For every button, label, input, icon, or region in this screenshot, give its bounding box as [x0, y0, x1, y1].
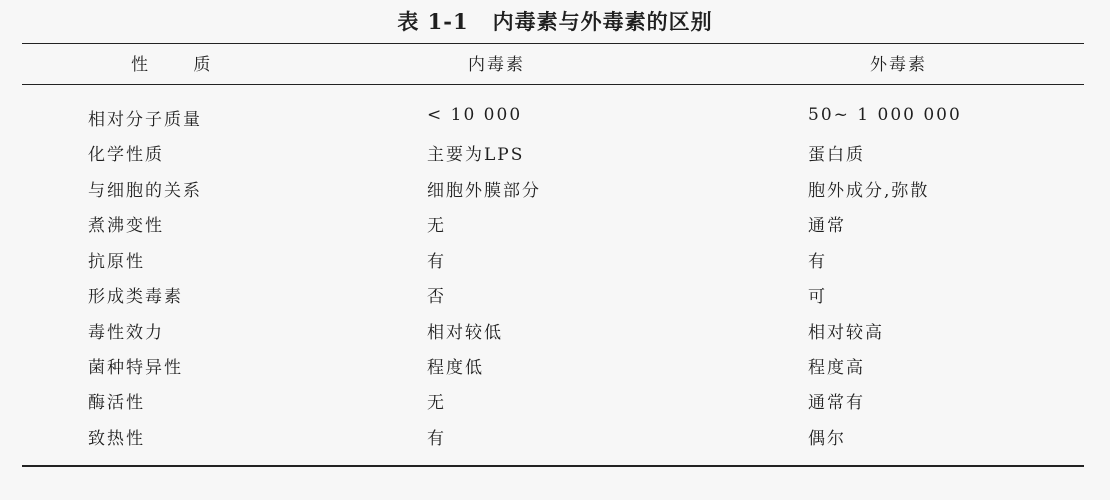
table-row — [0, 282, 1110, 316]
header-endotoxin: 内毒素 — [468, 55, 525, 75]
table-row — [0, 105, 1110, 139]
table-number: 表 1-1 — [397, 9, 469, 34]
table-row — [0, 176, 1110, 210]
table-row — [0, 211, 1110, 245]
property-cell: 相对分子质量 — [88, 110, 202, 130]
property-cell: 致热性 — [88, 429, 145, 449]
exotoxin-cell: 胞外成分,弥散 — [808, 181, 930, 201]
exotoxin-cell: 通常 — [808, 216, 846, 236]
table-row — [0, 424, 1110, 458]
property-cell: 毒性效力 — [88, 323, 164, 343]
endotoxin-cell: 否 — [427, 287, 446, 307]
header-exotoxin: 外毒素 — [870, 55, 927, 75]
endotoxin-cell: 程度低 — [427, 358, 484, 378]
table-row — [0, 388, 1110, 422]
exotoxin-cell: 相对较高 — [808, 323, 884, 343]
endotoxin-cell: 细胞外膜部分 — [427, 181, 541, 201]
property-cell: 化学性质 — [88, 145, 164, 165]
table-caption: 内毒素与外毒素的区别 — [492, 9, 713, 34]
header-rule — [22, 84, 1084, 85]
endotoxin-cell: 有 — [427, 252, 446, 272]
exotoxin-cell: 有 — [808, 252, 827, 272]
exotoxin-cell: 偶尔 — [808, 429, 846, 449]
exotoxin-cell: 50~ 1 000 000 — [808, 105, 962, 125]
exotoxin-cell: 程度高 — [808, 358, 865, 378]
exotoxin-cell: 可 — [808, 287, 827, 307]
endotoxin-cell: 相对较低 — [427, 323, 503, 343]
table-row — [0, 318, 1110, 352]
exotoxin-cell: 通常有 — [808, 393, 865, 413]
table-row — [0, 247, 1110, 281]
endotoxin-cell: < 10 000 — [427, 105, 523, 125]
top-rule — [22, 43, 1084, 44]
property-cell: 酶活性 — [88, 393, 145, 413]
table-row — [0, 140, 1110, 174]
property-cell: 抗原性 — [88, 252, 145, 272]
property-cell: 与细胞的关系 — [88, 181, 202, 201]
header-property: 性 质 — [131, 55, 231, 75]
bottom-rule — [22, 465, 1084, 467]
property-cell: 煮沸变性 — [88, 216, 164, 236]
endotoxin-cell: 有 — [427, 429, 446, 449]
endotoxin-cell: 无 — [427, 393, 446, 413]
endotoxin-cell: 主要为LPS — [427, 145, 525, 165]
table-title — [0, 6, 1110, 36]
property-cell: 形成类毒素 — [88, 287, 183, 307]
property-cell: 菌种特异性 — [88, 358, 183, 378]
endotoxin-cell: 无 — [427, 216, 446, 236]
table-row — [0, 353, 1110, 387]
exotoxin-cell: 蛋白质 — [808, 145, 865, 165]
